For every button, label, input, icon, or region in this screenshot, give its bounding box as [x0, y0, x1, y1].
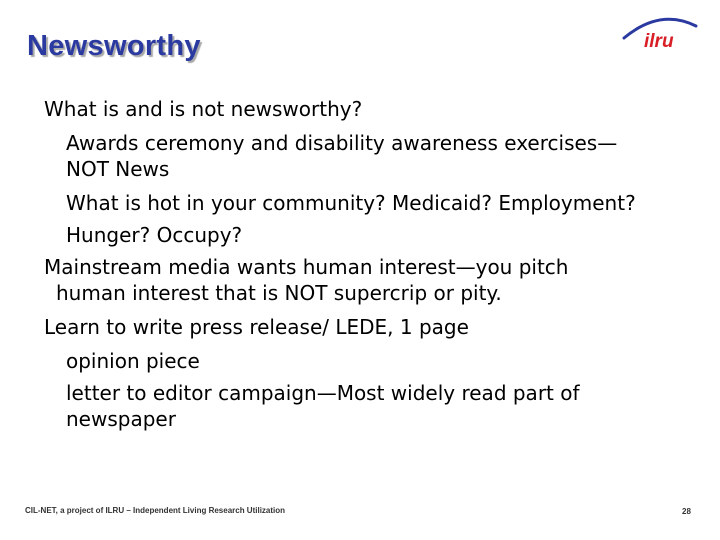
page-number: 28: [682, 507, 691, 516]
bullet-line: Learn to write press release/ LEDE, 1 page: [44, 315, 469, 339]
ilru-logo: [620, 12, 700, 52]
bullet-item: [44, 314, 704, 340]
bullet-line: NOT News: [66, 157, 170, 181]
footer-text: CIL-NET, a project of ILRU – Independent Living Research Utilization: [25, 506, 286, 515]
bullet-item: [44, 254, 704, 306]
bullet-line: opinion piece: [66, 349, 200, 373]
bullet-item: [44, 380, 704, 432]
bullet-line: What is and is not newsworthy?: [44, 97, 363, 121]
bullet-line: Mainstream media wants human interest—you pitch: [44, 255, 569, 279]
bullet-line: human interest that is NOT supercrip or pity.: [56, 281, 502, 305]
bullet-list: [44, 90, 704, 432]
bullet-item: [44, 130, 704, 182]
slide-title: Newsworthy: [27, 30, 201, 62]
bullet-item: [44, 96, 704, 122]
bullet-item: [44, 348, 704, 374]
bullet-item: [44, 222, 704, 248]
bullet-line: Awards ceremony and disability awareness exercises—: [66, 131, 618, 155]
bullet-line: newspaper: [66, 407, 176, 431]
ilru-logo-icon: [620, 12, 700, 52]
bullet-line: letter to editor campaign—Most widely read part of: [66, 381, 580, 405]
bullet-item: [44, 190, 704, 216]
bullet-line: What is hot in your community? Medicaid? Employment?: [66, 191, 636, 215]
bullet-line: Hunger? Occupy?: [66, 223, 243, 247]
logo-text: ilru: [644, 31, 674, 52]
